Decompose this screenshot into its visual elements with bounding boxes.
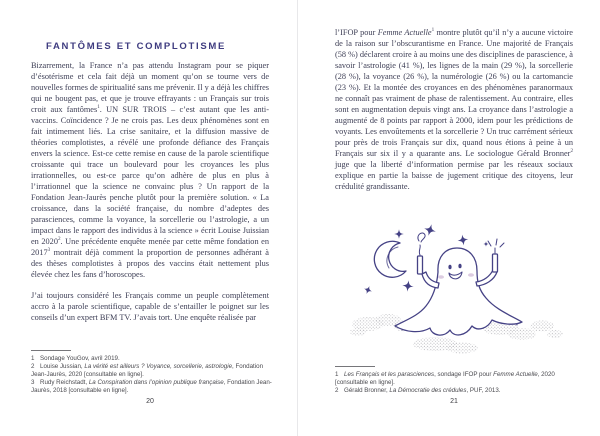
footnote [335,387,577,395]
footnote-number: 1 [335,371,339,378]
footnote [31,363,273,379]
ghost-body [395,248,522,335]
footnote [31,355,273,363]
left-body-text [31,60,269,333]
footnote-number: 1 [31,355,35,362]
footnote-number: 2 [31,363,35,370]
footnote-rule [31,350,71,351]
candle-icon [418,233,426,274]
page-spine-divider [297,0,298,436]
footnote-number: 2 [335,387,339,394]
footnote-text: Les Français et les parasciences, sondage IFOP pour Femme Actuelle, 2020 [consultable en ligne]. [335,371,555,386]
candle-icon [488,239,504,272]
ghost-eye [458,264,461,269]
right-body-text [335,27,573,202]
footnote-text: Gérald Bronner, La Démocratie des crédules, PUF, 2013. [344,387,501,394]
body-paragraph: J’ai toujours considéré les Français comme un peuple complètement accro à la parole scientifique, capable de s’entailler le poignet sur les conseils d’un expert BFM TV. J’avais tort. Une enquête réalisée par [31,291,269,322]
ghost-cheek [468,273,474,277]
ghost-eye [448,265,451,270]
page-right [300,0,599,436]
right-footnotes [335,366,577,395]
left-footnotes [31,350,273,395]
footnote-text: Louise Jussian, La vérité est ailleurs ? Voyance, sorcellerie, astrologie, Fondation Jean-Jaurès, 2020 [consultable en ligne]. [31,363,264,378]
ghost-cheek [438,275,444,279]
footnote-text: Rudy Reichstadt, La Conspiration dans l’opinion publique française, Fondation Jean-Jaurès, 2018 [consultable en ligne]. [31,379,272,394]
page-number-left: 20 [146,398,154,405]
footnote-rule [335,366,375,367]
ghost-figure [395,233,522,335]
body-paragraph: l’IFOP pour Femme Actuelle$^1$ montre plutôt qu’il n’y a aucune victoire de la raison sur l’obscurantisme en France. Une majorité de Français (58 %) déclarent croire à au moins une des disciplines de parascience, à savoir l’astrologie (41 %), les lignes de la main (29 %), la sorcellerie (28 %), la voyance (26 %), la numérologie (26 %) ou la cartomancie (23 %). Et la montée des croyances en des phénomènes paranormaux ne connaît pas vraiment de phase de ralentissement. Au contraire, elles sont en augmentation depuis vingt ans. La croyance dans l’astrologie a augmenté de 8 points par rapport à 2000, idem pour les prédictions de voyants. Les envoûtements et la sorcellerie ? Un truc carrément sérieux pour près de trois Français sur dix, quand nous étions à peine à un Français sur six il y a quarante ans. Le sociologue Gérald Bronner$^2$ juge que la liberté d’information permise par les réseaux sociaux explique en partie la baisse de jugement critique des citoyens, leur crédulité grandissante. [335,27,573,191]
footnote [335,371,577,387]
page-left [0,0,299,436]
footnote [31,379,273,395]
chapter-title: FANTÔMES ET COMPLOTISME [46,41,227,52]
footnote-number: 3 [31,379,35,386]
footnote-text: Sondage YouGov, avril 2019. [40,355,120,362]
page-number-right: 21 [450,398,458,405]
body-paragraph: Bizarrement, la France n’a pas attendu Instagram pour se piquer d’ésotérisme et cela fait déjà un moment qu’on se tourne vers de nouvelles formes de spiritualité sans me prévenir. Il y a déjà les chiffres qui ne bougent pas, et que je trouve effrayants : un Français sur trois croit aux fantômes$^1$. UN SUR TROIS – c’est autant que les anti-vaccins. Coïncidence ? Je ne crois pas. Les deux phénomènes sont en fait intimement liés. La crise sanitaire, et la diffusion massive de théories complotistes, a révélé une profonde défiance des Français envers la science. Est-ce cette remise en cause de la parole scientifique croissante qui trace un boulevard pour les croyances les plus irrationnelles, ou est-ce parce qu’on adhère de plus en plus à l’irrationnel que la science ne convainc plus ? Un rapport de la Fondation Jean-Jaurès penche plutôt pour la première solution. « La croissance, dans la société française, du nombre d’adeptes des parasciences, comme la voyance, la sorcellerie ou l’astrologie, a un impact dans le rapport des individus à la science » écrit Louise Juissian en 2020$^2$. Une précédente enquête menée par cette même fondation en 2017$^3$ montrait déjà comment la proportion de personnes adhérant à des thèses complotistes à propos des vaccins était nettement plus élevée chez les fans d’horoscopes. [31,61,269,279]
moon-icon [374,241,406,277]
ghost-illustration [350,224,565,356]
